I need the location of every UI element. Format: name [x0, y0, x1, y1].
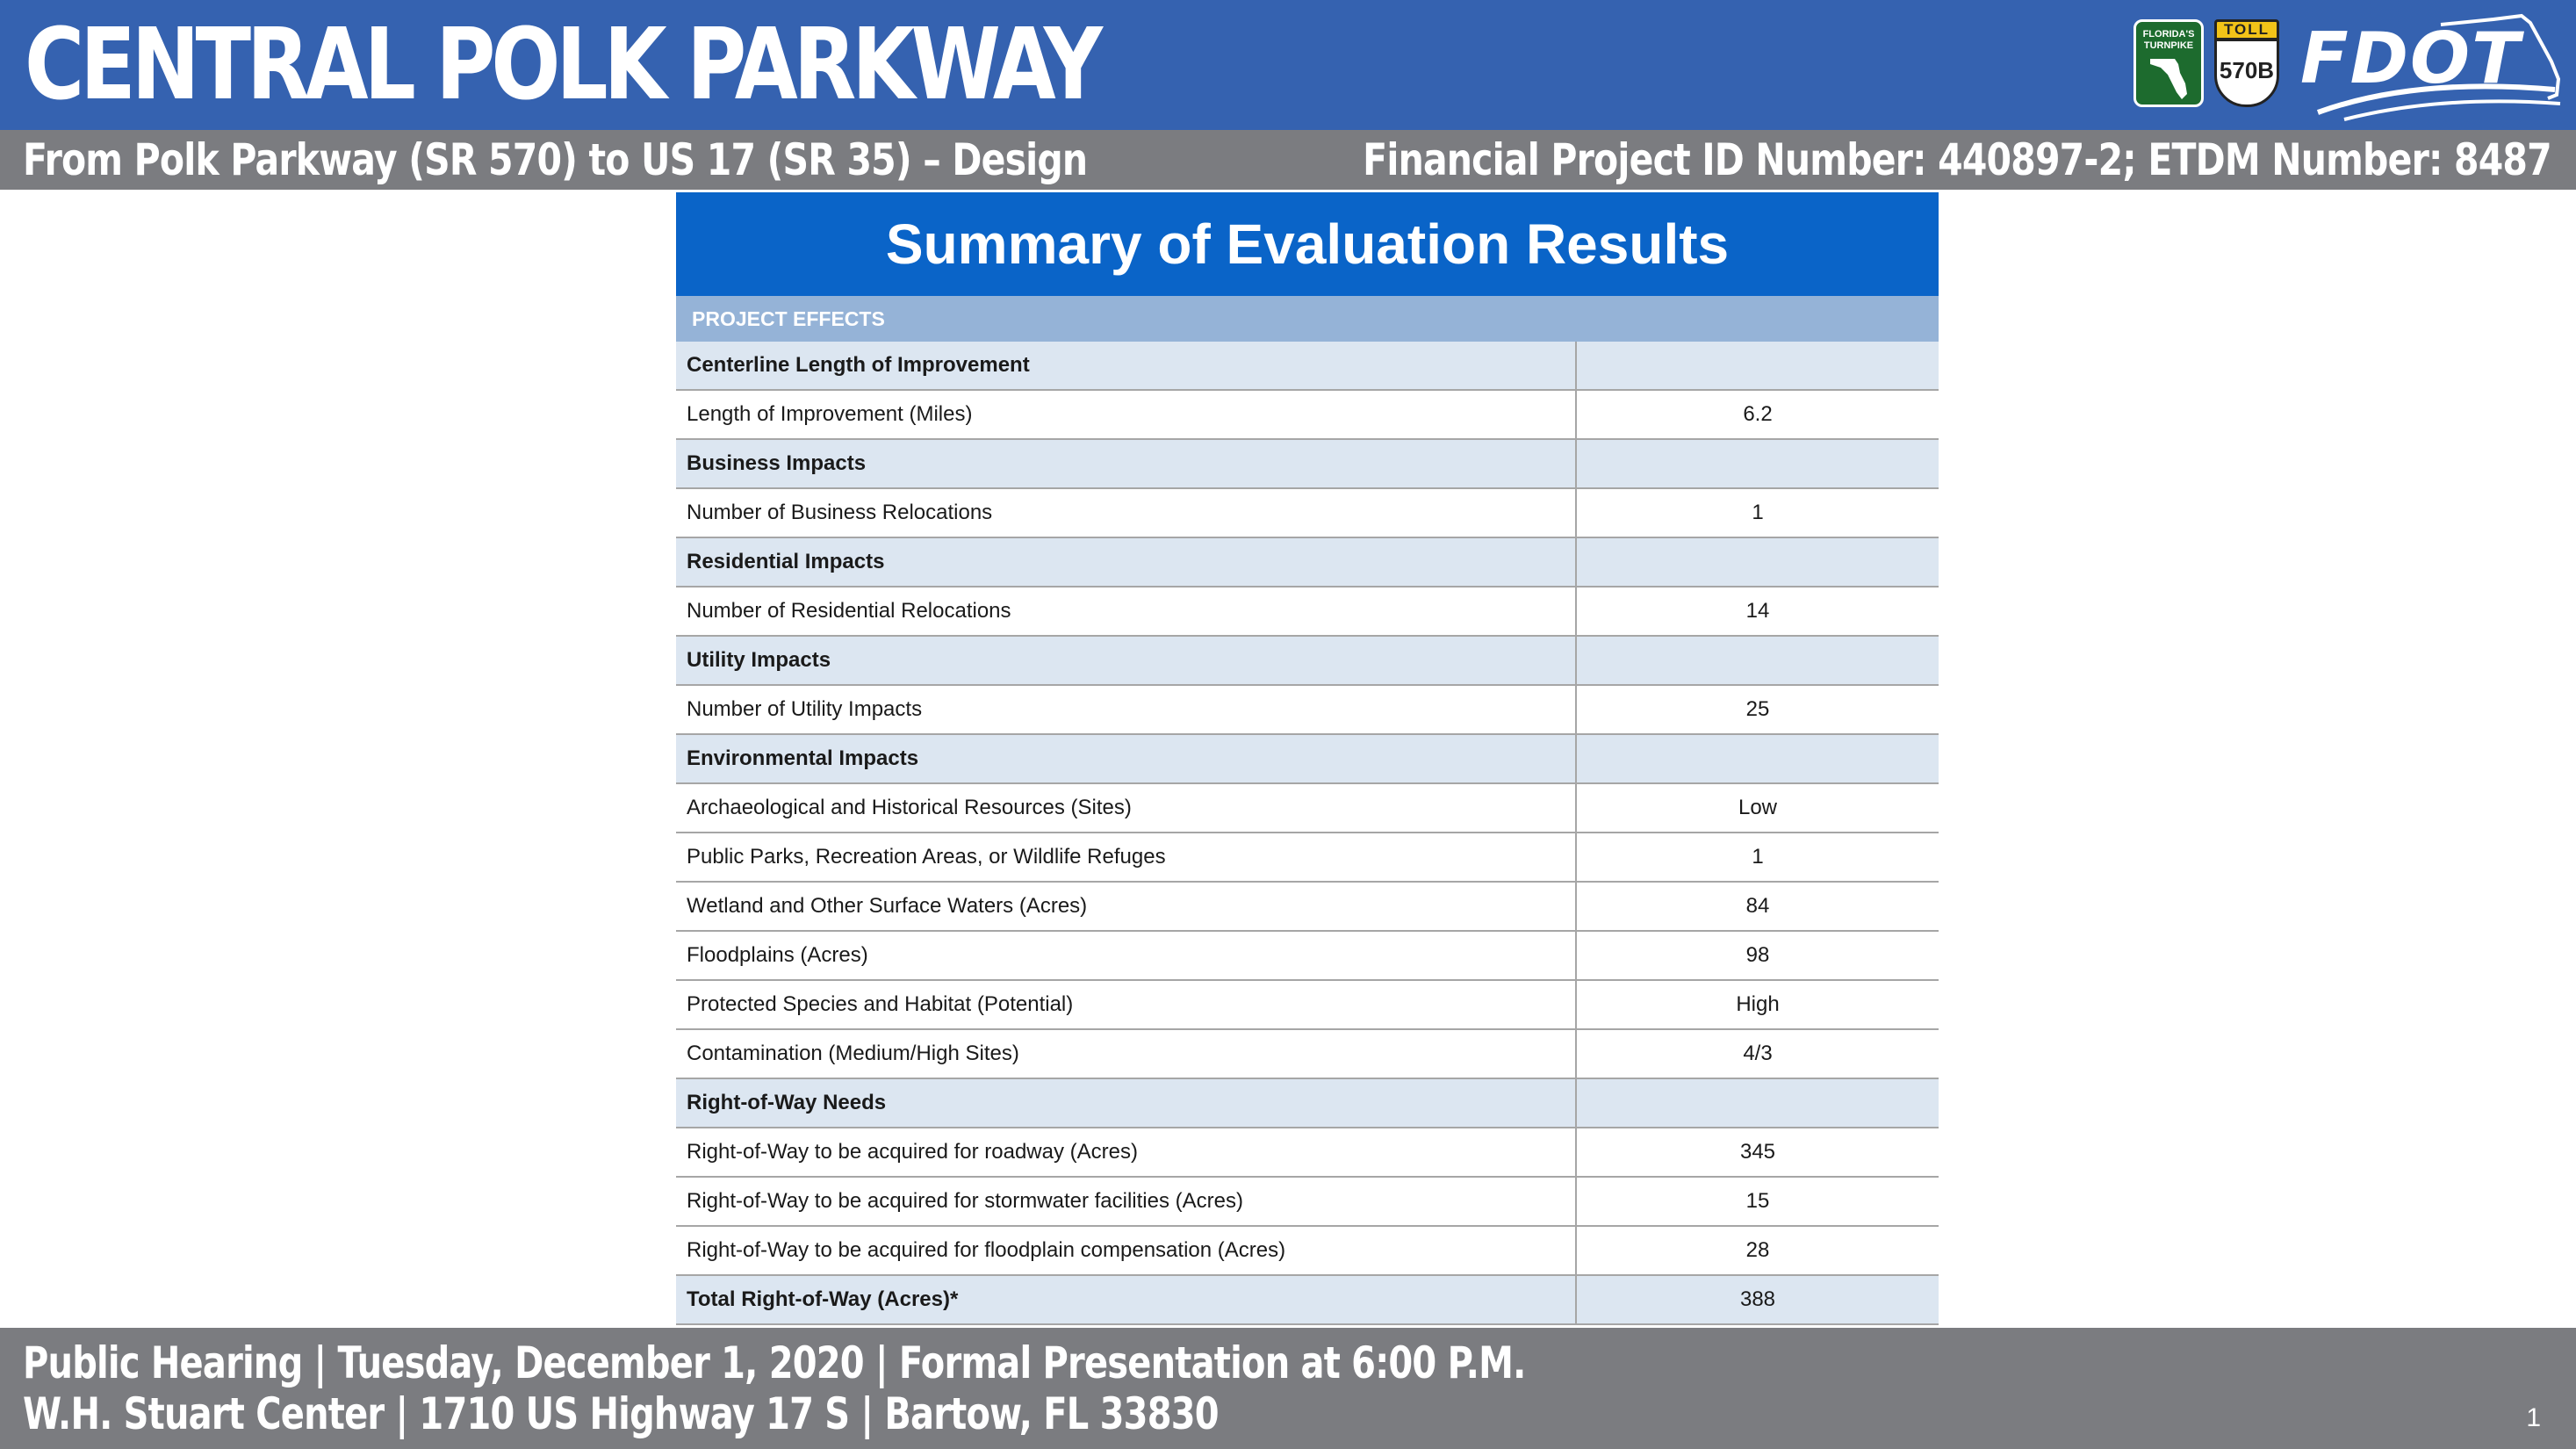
toll-route-number: 570B — [2219, 57, 2275, 83]
table-group-row — [676, 538, 1939, 588]
row-label: Centerline Length of Improvement — [687, 353, 1030, 377]
section-label: PROJECT EFFECTS — [692, 307, 885, 330]
row-value: 4/3 — [1743, 1042, 1773, 1065]
row-label: Number of Utility Impacts — [687, 697, 923, 721]
row-label: Environmental Impacts — [687, 746, 919, 770]
row-value: 15 — [1745, 1189, 1770, 1213]
row-value: High — [1736, 992, 1780, 1016]
turnpike-logo-text-2: TURNPIKE — [2143, 40, 2194, 51]
column-divider — [1575, 1079, 1577, 1127]
table-row — [676, 932, 1939, 981]
table-header — [676, 192, 1939, 296]
fdot-wordmark: FDOT — [2300, 18, 2522, 99]
row-label: Floodplains (Acres) — [687, 943, 868, 967]
row-value: 98 — [1745, 943, 1770, 967]
table-group-row — [676, 440, 1939, 489]
row-label: Residential Impacts — [687, 550, 885, 573]
table-row — [676, 391, 1939, 440]
row-label: Right-of-Way Needs — [687, 1091, 887, 1114]
row-value: 28 — [1745, 1238, 1770, 1262]
hearing-date-text: Public Hearing | Tuesday, December 1, 2020 | Formal Presentation at 6:00 P.M. — [23, 1337, 1526, 1388]
column-divider — [1575, 735, 1577, 782]
evaluation-results-table — [676, 192, 1939, 1323]
table-row — [676, 981, 1939, 1030]
row-label: Wetland and Other Surface Waters (Acres) — [687, 894, 1088, 918]
table-title: Summary of Evaluation Results — [885, 213, 1730, 276]
turnpike-logo-text-1: FLORIDA'S — [2142, 29, 2195, 40]
toll-570b-shield-logo — [2214, 19, 2279, 107]
table-row — [676, 686, 1939, 735]
row-label: Length of Improvement (Miles) — [687, 402, 973, 426]
column-divider — [1575, 637, 1577, 684]
project-id-subtitle: Financial Project ID Number: 440897-2; ETDM Number: 8487 — [1363, 134, 2551, 185]
table-group-row — [676, 1276, 1939, 1325]
table-row — [676, 1128, 1939, 1178]
table-row — [676, 588, 1939, 637]
table-group-row — [676, 342, 1939, 391]
row-label: Utility Impacts — [687, 648, 831, 672]
table-group-row — [676, 735, 1939, 784]
row-value: 1 — [1752, 501, 1764, 524]
fdot-logo — [2292, 7, 2565, 123]
table-row — [676, 1030, 1939, 1079]
row-value: 345 — [1739, 1140, 1776, 1164]
table-row — [676, 1227, 1939, 1276]
row-value: 25 — [1745, 697, 1770, 721]
row-label: Archaeological and Historical Resources (Sites) — [687, 796, 1132, 819]
hearing-location-text: W.H. Stuart Center | 1710 US Highway 17 S | Bartow, FL 33830 — [23, 1388, 1219, 1439]
title-bar — [0, 0, 2576, 130]
table-row — [676, 784, 1939, 833]
table-group-row — [676, 637, 1939, 686]
table-body — [676, 342, 1939, 1325]
page-title: CENTRAL POLK PARKWAY — [25, 8, 1099, 122]
row-label: Public Parks, Recreation Areas, or Wildlife Refuges — [687, 845, 1166, 869]
page-number: 1 — [2526, 1403, 2541, 1432]
table-row — [676, 489, 1939, 538]
row-value: Low — [1738, 796, 1778, 819]
florida-turnpike-logo — [2133, 19, 2204, 107]
table-row — [676, 833, 1939, 883]
row-label: Right-of-Way to be acquired for stormwater facilities (Acres) — [687, 1189, 1243, 1213]
row-value: 6.2 — [1743, 402, 1773, 426]
row-value: 14 — [1745, 599, 1770, 623]
subtitle-bar — [0, 130, 2576, 190]
row-label: Number of Residential Relocations — [687, 599, 1011, 623]
row-label: Right-of-Way to be acquired for roadway (Acres) — [687, 1140, 1138, 1164]
row-value: 1 — [1752, 845, 1764, 869]
row-value: 84 — [1745, 894, 1770, 918]
row-label: Protected Species and Habitat (Potential) — [687, 992, 1074, 1016]
section-header — [676, 296, 1939, 342]
row-label: Contamination (Medium/High Sites) — [687, 1042, 1019, 1065]
column-divider — [1575, 342, 1577, 389]
row-label: Total Right-of-Way (Acres)* — [687, 1287, 959, 1311]
route-shield-icon — [2214, 39, 2279, 107]
row-label: Right-of-Way to be acquired for floodplain compensation (Acres) — [687, 1238, 1286, 1262]
row-value: 388 — [1739, 1287, 1776, 1311]
table-row — [676, 883, 1939, 932]
row-label: Business Impacts — [687, 451, 867, 475]
table-group-row — [676, 1079, 1939, 1128]
column-divider — [1575, 440, 1577, 487]
project-limits-subtitle: From Polk Parkway (SR 570) to US 17 (SR 35) – Design — [23, 134, 1088, 185]
toll-label: TOLL — [2214, 19, 2279, 40]
table-row — [676, 1178, 1939, 1227]
footer-bar — [0, 1328, 2576, 1449]
row-label: Number of Business Relocations — [687, 501, 993, 524]
column-divider — [1575, 538, 1577, 586]
florida-state-icon — [2148, 55, 2191, 103]
